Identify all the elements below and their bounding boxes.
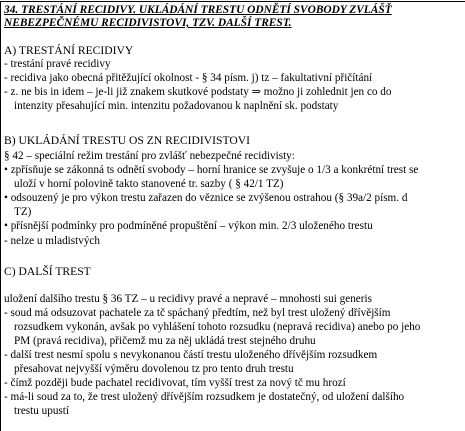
page-frame-left — [0, 1, 1, 431]
section-c-line: PM (pravá recidiva), přičemž mu za něj ukládá trest stejného druhu — [14, 335, 316, 347]
section-c-line: rozsudkem vykonán, avšak po vyhlášení tohoto rozsudku (nepravá recidiva) anebo po jeho — [14, 321, 421, 333]
section-c-heading: C) DALŠÍ TREST — [4, 265, 91, 278]
section-b-line: • zpřísňuje se zákonná ts odnětí svobody – horní hranice se zvyšuje o 1/3 a konkrétní trest se — [4, 164, 419, 176]
section-a-line: - recidiva jako obecná přitěžující okolnost - § 34 písm. j) tz – fakultativní přičítání — [4, 72, 373, 84]
section-b-line: § 42 – speciální režim trestání pro zvlášť nebezpečné recidivisty: — [4, 150, 295, 162]
section-b-heading: B) UKLÁDÁNÍ TRESTU OS ZN RECIDIVISTOVI — [4, 134, 250, 147]
section-b-line: • přísnější podmínky pro podmíněné propuštění – výkon min. 2/3 uloženého trestu — [4, 220, 373, 232]
section-c-line: - další trest nesmí spolu s nevykonanou částí trestu uloženého dřívějším rozsudkem — [4, 349, 378, 361]
section-b-line: • odsouzený je pro výkon trestu zařazen do věznice se zvýšenou ostrahou (§ 39a/2 písm. d — [4, 192, 408, 204]
section-b-line: uloží v horní polovině takto stanovené tr. sazby ( § 42/1 TZ) — [14, 178, 284, 190]
document-title-line-2: NEBEZPEČNÉMU RECIDIVISTOVI, TZV. DALŠÍ TREST. — [4, 17, 292, 29]
section-b-line: - nelze u mladistvých — [4, 235, 100, 247]
section-c-line: - čímž později bude pachatel recidivovat, tím vyšší trest za nový tč mu hrozí — [4, 377, 346, 389]
document-title-line-1: 34. TRESTÁNÍ RECIDIVY. UKLÁDÁNÍ TRESTU ODNĚTÍ SVOBODY ZVLÁŠŤ — [4, 4, 392, 16]
section-a-heading: A) TRESTÁNÍ RECIDIVY — [4, 44, 134, 57]
section-a-line: - z. ne bis in idem – je-li již znakem skutkové podstaty ⇒ možno ji zohlednit jen co do — [4, 86, 392, 98]
section-c-line: uložení dalšího trestu § 36 TZ – u recidivy pravé a nepravé – mnohosti sui generis — [4, 293, 372, 305]
section-b-line: TZ) — [14, 206, 32, 218]
section-a-line: - trestání pravé recidivy — [4, 58, 111, 70]
section-c-line: trestu upustí — [14, 405, 70, 417]
section-c-line: přesahovat nejvyšší výměru dovolenou tz pro tento druh trestu — [14, 363, 294, 375]
section-c-line: - má-li soud za to, že trest uložený dřívějším rozsudkem je dostatečný, od uložení dalšího — [4, 391, 405, 403]
section-c-line: - soud má odsuzovat pachatele za tč spáchaný předtím, než byl trest uložený dřívějším — [4, 307, 391, 319]
section-a-line: intenzity přesahující min. intenzitu požadovanou k naplnění sk. podstaty — [14, 100, 339, 112]
page-frame-top — [0, 1, 465, 2]
